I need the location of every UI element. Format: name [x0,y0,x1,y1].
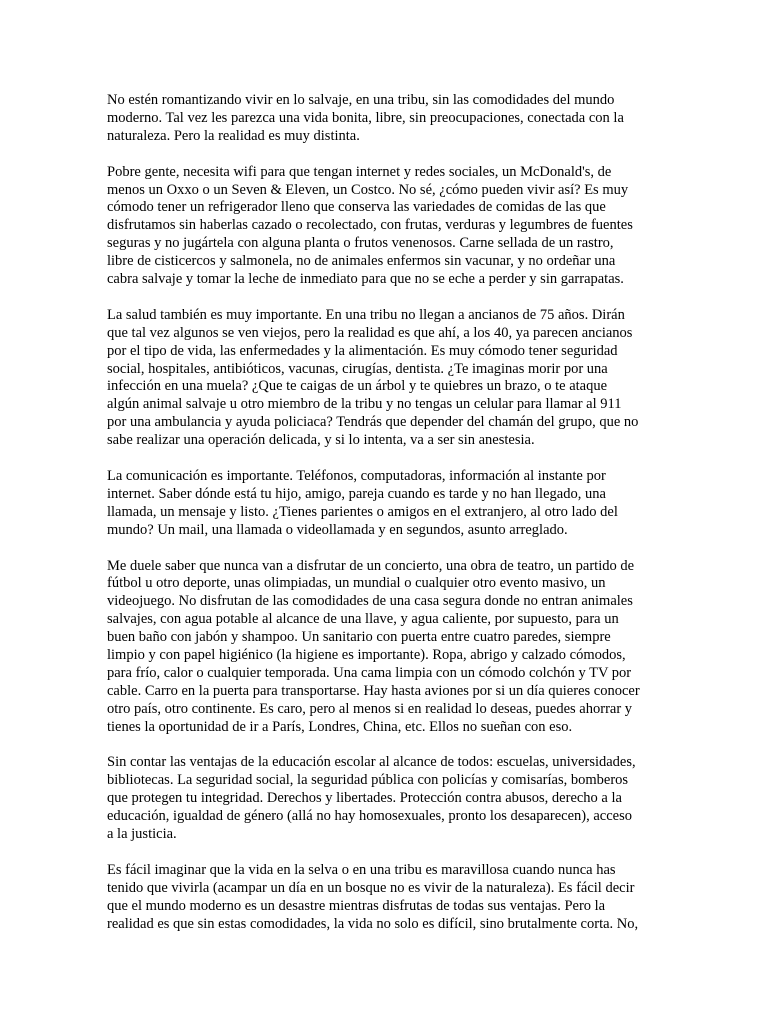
paragraph-intro: No estén romantizando vivir en lo salvaje, en una tribu, sin las comodidades del mundo moderno. Tal vez les parezca una vida bonita, libre, sin preocupaciones, conectada con la naturaleza. Pero la realidad es muy distinta. [107,92,624,144]
paragraph-conclusion: Es fácil imaginar que la vida en la selva o en una tribu es maravillosa cuando nunca has tenido que vivirla (acampar un día en un bosque no es vivir de la naturaleza). Es fácil decir que el mundo moderno es un desastre mientras disfrutas de todas sus ventajas. Pero la realidad es que sin estas comodidades, la vida no solo es difícil, sino brutalmente corta. No, [107,861,639,932]
paragraph-health: La salud también es muy importante. En una tribu no llegan a ancianos de 75 años. Dirán que tal vez algunos se ven viejos, pero la realidad es que ahí, a los 40, ya parecen ancianos por el tipo de vida, las enfermedades y la alimentación. Es muy cómodo tener seguridad social, hospitales, antibióticos, vacunas, cirugías, dentista. ¿Te imaginas morir por una infección en una muela? ¿Que te caigas de un árbol y te quiebres un brazo, o te ataque algún animal salvaje u otro miembro de la tribu y no tengas un celular para llamar al 911 por una ambulancia y ayuda policiaca? Tendrás que depender del chamán del grupo, que no sabe realizar una operación delicada, y si lo intenta, va a ser sin anestesia. [107,306,639,449]
paragraph-modern-comforts: Pobre gente, necesita wifi para que tengan internet y redes sociales, un McDonald's, de menos un Oxxo o un Seven & Eleven, un Costco. No sé, ¿cómo pueden vivir así? Es muy cómodo tener un refrigerador lleno que conserva las variedades de comidas de las que disfrutamos sin haberlas cazado o recolectado, con frutas, verduras y legumbres de fuentes seguras y no jugártela con alguna planta o frutos venenosos. Carne sellada de un rastro, libre de cisticercos y salmonela, no de animales enfermos sin vacunar, y no ordeñar una cabra salvaje y tomar la leche de inmediato para que no se eche a perder y sin garrapatas. [107,163,633,288]
document-page [107,92,667,951]
paragraph-communication: La comunicación es importante. Teléfonos, computadoras, información al instante por internet. Saber dónde está tu hijo, amigo, pareja cuando es tarde y no han llegado, una llamada, un mensaje y listo. ¿Tienes parientes o amigos en el extranjero, al otro lado del mundo? Un mail, una llamada o videollamada y en segundos, asunto arreglado. [107,467,618,538]
paragraph-education: Sin contar las ventajas de la educación escolar al alcance de todos: escuelas, universidades, bibliotecas. La seguridad social, la seguridad pública con policías y comisarías, bomberos que protegen tu integridad. Derechos y libertades. Protección contra abusos, derecho a la educación, igualdad de género (allá no hay homosexuales, pronto los desaparecen), acceso a la justicia. [107,754,636,843]
paragraph-entertainment: Me duele saber que nunca van a disfrutar de un concierto, una obra de teatro, un partido de fútbol u otro deporte, unas olimpiadas, un mundial o cualquier otro evento masivo, un videojuego. No disfrutan de las comodidades de una casa segura donde no entran animales salvajes, con agua potable al alcance de una llave, y agua caliente, por supuesto, para un buen baño con jabón y shampoo. Un sanitario con puerta entre cuatro paredes, siempre limpio y con papel higiénico (la higiene es importante). Ropa, abrigo y calzado cómodos, para frío, calor o cualquier temporada. Una cama limpia con un cómodo colchón y TV por cable. Carro en la puerta para transportarse. Hay hasta aviones por si un día quieres conocer otro país, otro continente. Es caro, pero al menos si en realidad lo deseas, puedes ahorrar y tienes la oportunidad de ir a París, Londres, China, etc. Ellos no sueñan con eso. [107,557,640,735]
